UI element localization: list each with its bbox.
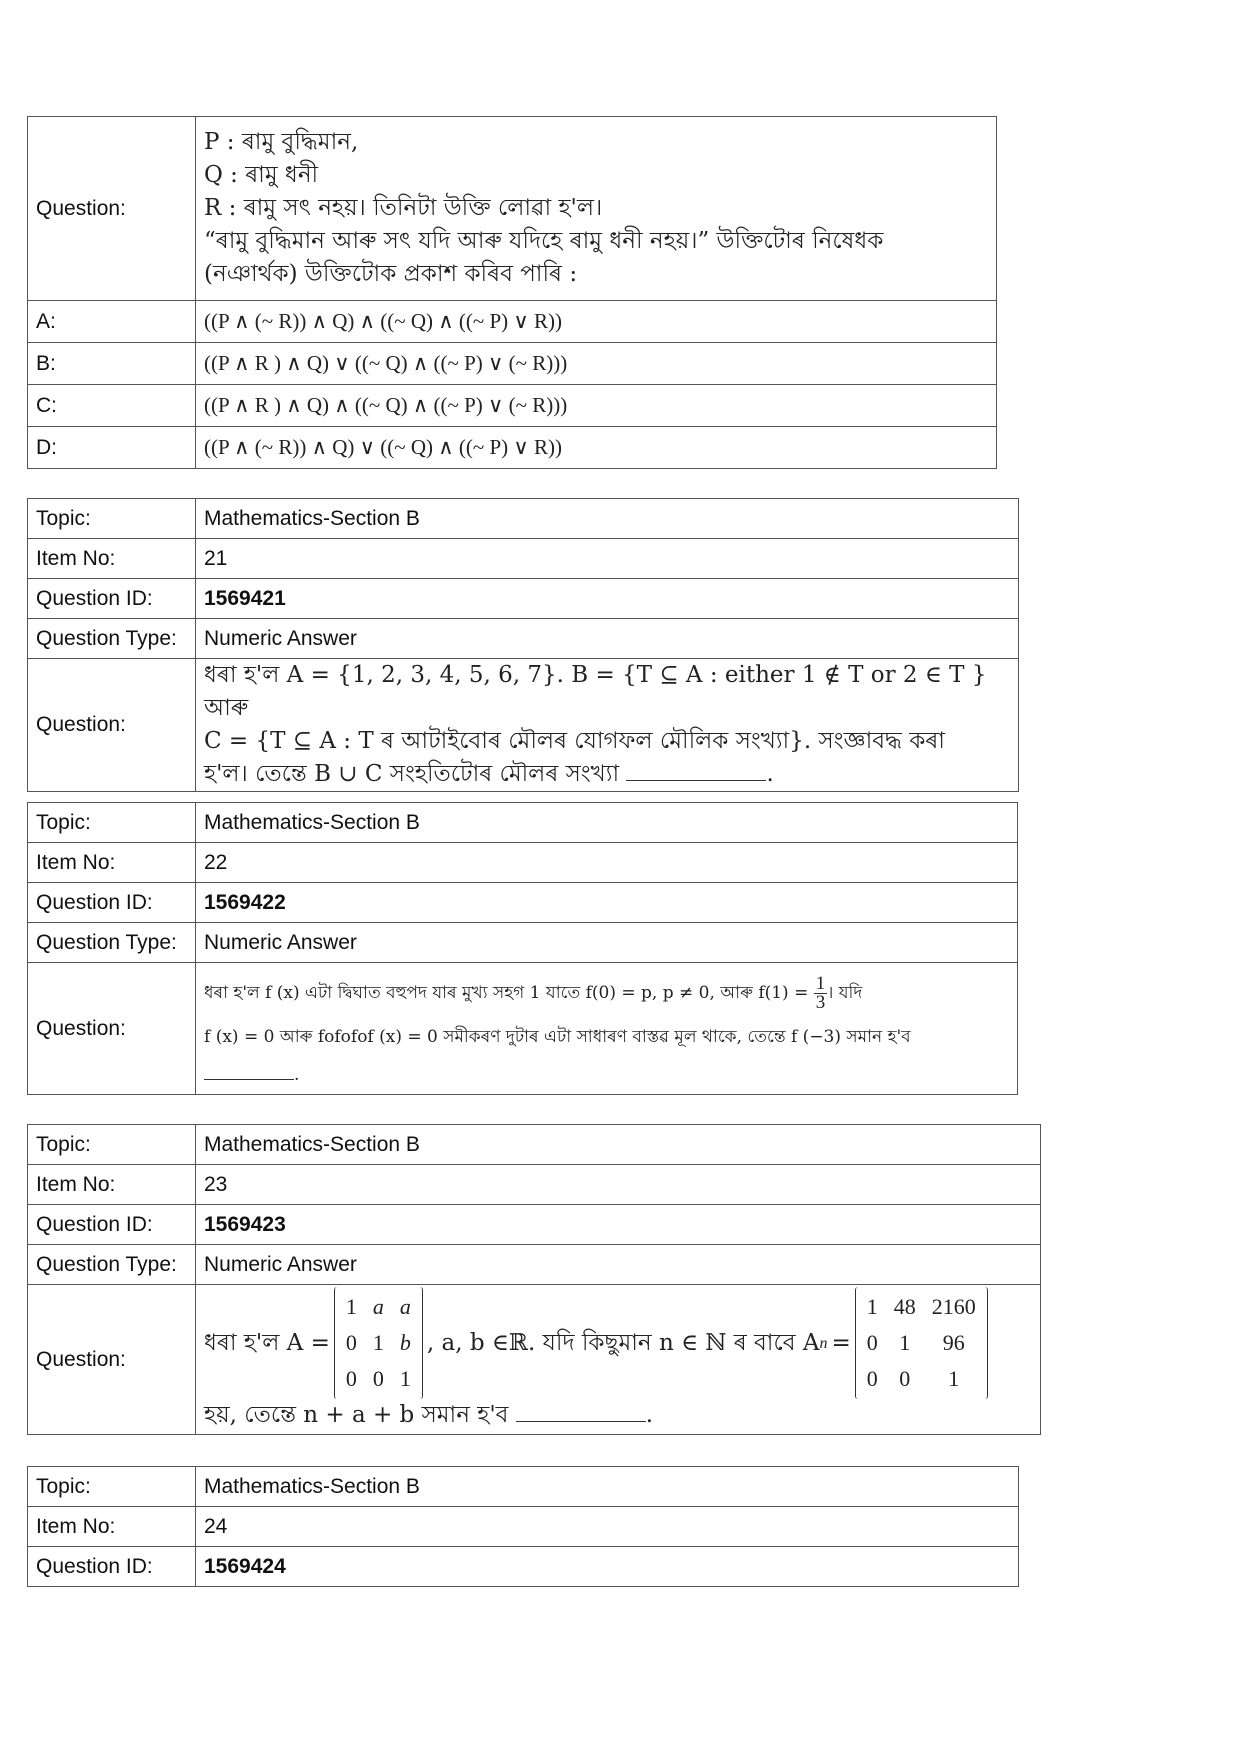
question-type-label: Question Type: bbox=[28, 923, 196, 963]
question-id-label: Question ID: bbox=[28, 1205, 196, 1245]
fraction-denominator: 3 bbox=[815, 991, 826, 1013]
topic-value: Mathematics-Section B bbox=[196, 1467, 1019, 1507]
matrix-b-cell: 1 bbox=[899, 1330, 911, 1355]
item-no-value: 22 bbox=[196, 843, 1018, 883]
item-no-label: Item No: bbox=[28, 539, 196, 579]
topic-label: Topic: bbox=[28, 1467, 196, 1507]
question-label: Question: bbox=[28, 659, 196, 792]
question-type-label: Question Type: bbox=[28, 619, 196, 659]
matrix-b-cell: 0 bbox=[866, 1366, 878, 1391]
question-line bbox=[204, 971, 1009, 1015]
topic-label: Topic: bbox=[28, 499, 196, 539]
item-no-value: 23 bbox=[196, 1165, 1041, 1205]
question-line: হ'ল। তেন্তে B ∪ C সংহতিটোৰ মৌলৰ সংখ্যা . bbox=[204, 761, 774, 787]
question-text bbox=[196, 1285, 1041, 1435]
question-id-value: 1569424 bbox=[196, 1547, 1019, 1587]
matrix-a-cell: 0 bbox=[345, 1330, 357, 1355]
matrix-a-cell: 0 bbox=[345, 1366, 357, 1391]
question-type-value: Numeric Answer bbox=[196, 1245, 1041, 1285]
matrix-a-cell: a bbox=[399, 1294, 411, 1319]
option-b-text: ((P ∧ R ) ∧ Q) ∨ ((~ Q) ∧ ((~ P) ∨ (~ R))) bbox=[196, 343, 997, 385]
question-line-text: হ'ল। তেন্তে B ∪ C সংহতিটোৰ মৌলৰ সংখ্যা bbox=[204, 761, 620, 787]
option-d-text: ((P ∧ (~ R)) ∧ Q) ∨ ((~ Q) ∧ ((~ P) ∨ R)) bbox=[196, 427, 997, 469]
question-id-label: Question ID: bbox=[28, 579, 196, 619]
item-no-label: Item No: bbox=[28, 843, 196, 883]
question-line: P : ৰামু বুদ্ধিমান, bbox=[204, 129, 359, 155]
option-b-label: B: bbox=[28, 343, 196, 385]
topic-value: Mathematics-Section B bbox=[196, 1125, 1041, 1165]
option-a-text: ((P ∧ (~ R)) ∧ Q) ∧ ((~ Q) ∧ ((~ P) ∨ R)) bbox=[196, 301, 997, 343]
question-table-21 bbox=[27, 498, 1019, 792]
question-text bbox=[196, 117, 997, 301]
matrix-b-cell: 0 bbox=[866, 1330, 878, 1355]
option-a-label: A: bbox=[28, 301, 196, 343]
question-line-text: ধৰা হ'ল A = bbox=[204, 1329, 330, 1356]
matrix-a-cell: b bbox=[399, 1330, 411, 1355]
fraction bbox=[814, 972, 828, 1013]
item-no-label: Item No: bbox=[28, 1507, 196, 1547]
matrix-a-cell: 0 bbox=[372, 1366, 384, 1391]
matrix-b-cell: 48 bbox=[893, 1294, 916, 1319]
exponent: n bbox=[819, 1334, 828, 1352]
question-id-value: 1569421 bbox=[196, 579, 1019, 619]
matrix-b bbox=[855, 1287, 988, 1399]
item-no-value: 21 bbox=[196, 539, 1019, 579]
item-no-value: 24 bbox=[196, 1507, 1019, 1547]
question-table-23 bbox=[27, 1124, 1041, 1435]
question-line: হয়, তেন্তে n + a + b সমান হ'ব . bbox=[204, 1402, 654, 1428]
question-line bbox=[204, 1287, 1032, 1399]
equals-sign: = bbox=[831, 1329, 851, 1356]
question-type-value: Numeric Answer bbox=[196, 619, 1019, 659]
question-line-text: । যদি bbox=[827, 982, 863, 1003]
question-line: ধৰা হ'ল A = {1, 2, 3, 4, 5, 6, 7}. B = {T ⊆ A : either 1 ∉ T or 2 ∈ T } আৰু bbox=[204, 662, 987, 721]
question-line: f (x) = 0 আৰু fofofof (x) = 0 সমীকৰণ দুটাৰ এটা সাধাৰণ বাস্তৱ মূল থাকে, তেন্তে f (−3) সমান হ'ব bbox=[204, 1026, 911, 1047]
item-no-label: Item No: bbox=[28, 1165, 196, 1205]
matrix-a-cell: 1 bbox=[345, 1294, 357, 1319]
question-line-text: হয়, তেন্তে n + a + b সমান হ'ব bbox=[204, 1402, 509, 1428]
question-type-value: Numeric Answer bbox=[196, 923, 1018, 963]
question-label: Question: bbox=[28, 117, 196, 301]
matrix-b-cell: 1 bbox=[948, 1366, 960, 1391]
question-id-value: 1569422 bbox=[196, 883, 1018, 923]
matrix-b-cell: 1 bbox=[866, 1294, 878, 1319]
topic-label: Topic: bbox=[28, 803, 196, 843]
matrix-a-cell: a bbox=[372, 1294, 384, 1319]
option-c-text: ((P ∧ R ) ∧ Q) ∧ ((~ Q) ∧ ((~ P) ∨ (~ R))) bbox=[196, 385, 997, 427]
option-c-label: C: bbox=[28, 385, 196, 427]
matrix-a bbox=[334, 1287, 423, 1399]
topic-value: Mathematics-Section B bbox=[196, 803, 1018, 843]
question-line-text: , a, b ∈ℝ. যদি কিছুমান n ∈ ℕ ৰ বাবে A bbox=[426, 1329, 820, 1356]
question-line: Q : ৰামু ধনী bbox=[204, 162, 319, 188]
question-table-24 bbox=[27, 1466, 1019, 1587]
matrix-b-cell: 2160 bbox=[931, 1294, 976, 1319]
question-id-label: Question ID: bbox=[28, 883, 196, 923]
question-table-22 bbox=[27, 802, 1018, 1095]
matrix-a-cell: 1 bbox=[372, 1330, 384, 1355]
question-table-20 bbox=[27, 116, 997, 469]
topic-label: Topic: bbox=[28, 1125, 196, 1165]
matrix-a-cell: 1 bbox=[399, 1366, 411, 1391]
answer-blank bbox=[626, 760, 766, 781]
question-line: “ৰামু বুদ্ধিমান আৰু সৎ যদি আৰু যদিহে ৰামু ধনী নহয়।” উক্তিটোৰ নিষেধক bbox=[204, 228, 884, 254]
question-text bbox=[196, 659, 1019, 792]
option-d-label: D: bbox=[28, 427, 196, 469]
matrix-b-cell: 0 bbox=[899, 1366, 911, 1391]
answer-blank bbox=[204, 1059, 294, 1080]
question-line: . bbox=[204, 1059, 1009, 1087]
question-line: R : ৰামু সৎ নহয়। তিনিটা উক্তি লোৱা হ'ল। bbox=[204, 195, 603, 221]
fraction-numerator: 1 bbox=[815, 972, 826, 994]
question-id-label: Question ID: bbox=[28, 1547, 196, 1587]
question-label: Question: bbox=[28, 963, 196, 1095]
answer-blank bbox=[516, 1401, 646, 1422]
question-text bbox=[196, 963, 1018, 1095]
matrix-b-cell: 96 bbox=[942, 1330, 965, 1355]
question-line: C = {T ⊆ A : T ৰ আটাইবোৰ মৌলৰ যোগফল মৌলিক সংখ্যা}. সংজ্ঞাবদ্ধ কৰা bbox=[204, 728, 945, 754]
question-line: (নঞাৰ্থক) উক্তিটোক প্ৰকাশ কৰিব পাৰি : bbox=[204, 261, 578, 287]
question-line-text: ধৰা হ'ল f (x) এটা দ্বিঘাত বহুপদ যাৰ মুখ্য সহগ 1 যাতে f(0) = p, p ≠ 0, আৰু f(1) = bbox=[204, 982, 809, 1003]
question-label: Question: bbox=[28, 1285, 196, 1435]
topic-value: Mathematics-Section B bbox=[196, 499, 1019, 539]
question-id-value: 1569423 bbox=[196, 1205, 1041, 1245]
question-type-label: Question Type: bbox=[28, 1245, 196, 1285]
